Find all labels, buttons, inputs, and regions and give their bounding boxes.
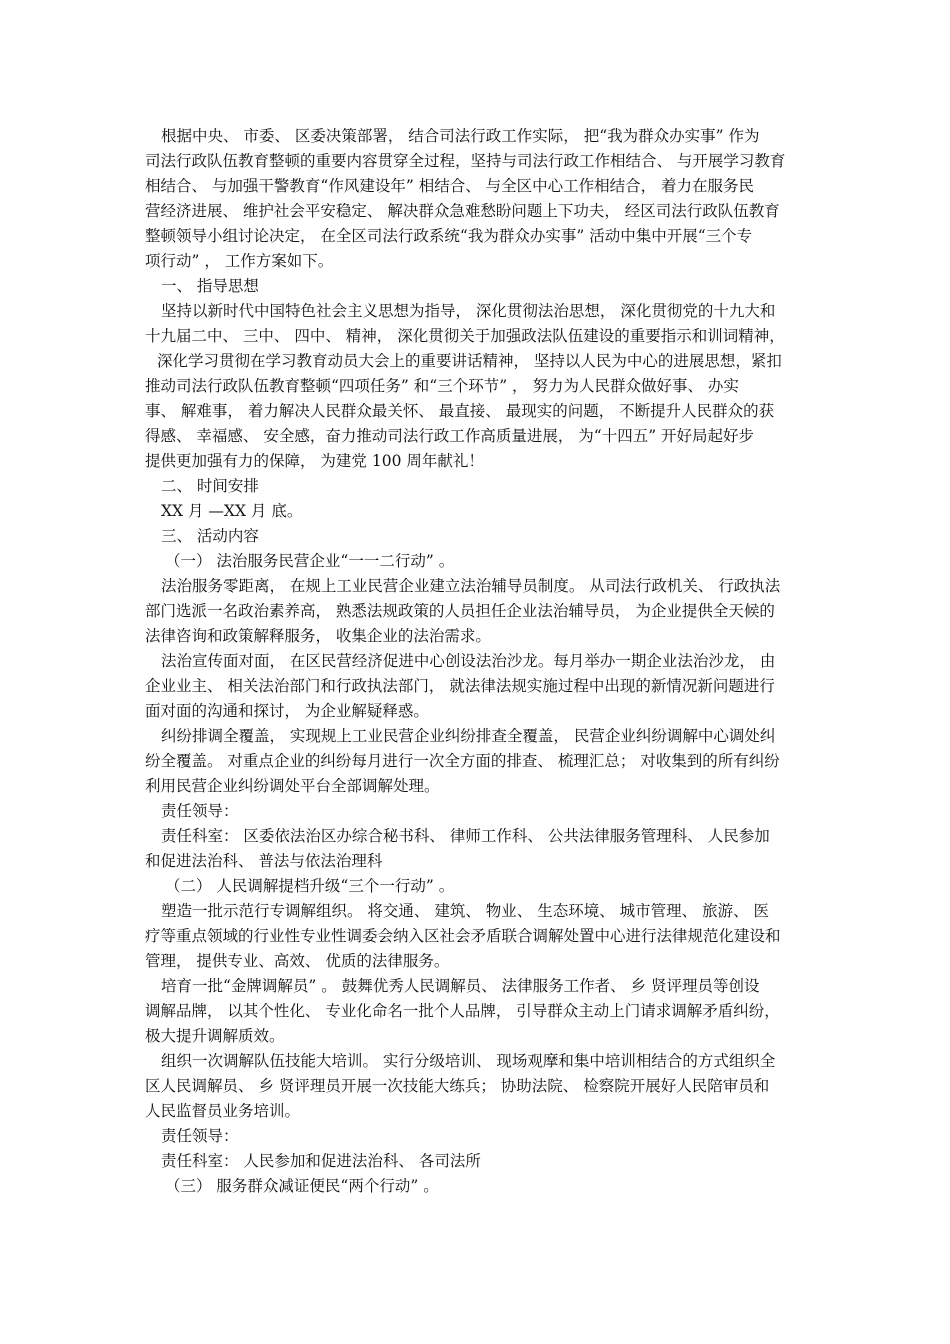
text-line: 相结合、 与加强干警教育“作风建设年” 相结合、 与全区中心工作相结合， 着力在服务民: [145, 177, 755, 195]
text-line: 司法行政队伍教育整顿的重要内容贯穿全过程，坚持与司法行政工作相结合、 与开展学习教育: [145, 152, 786, 170]
text-line: 人民监督员业务培训。: [145, 1102, 301, 1120]
text-line: 面对面的沟通和探讨， 为企业解疑释惑。: [145, 702, 429, 720]
section-heading: 一、 指导思想: [161, 277, 259, 295]
text-line: 区人民调解员、 乡 贤评理员开展一次技能大练兵； 协助法院、 检察院开展好人民陪审员和: [145, 1077, 770, 1095]
text-line: 责任科室： 区委依法治区办综合秘书科、 律师工作科、 公共法律服务管理科、 人民参加: [161, 827, 770, 845]
text-line: 十九届二中、 三中、 四中、 精神， 深化贯彻关于加强政法队伍建设的重要指示和训词精神，: [145, 327, 785, 345]
document-body: [145, 124, 811, 1199]
text-line: 企业业主、 相关法治部门和行政执法部门， 就法律法规实施过程中出现的新情况新问题进行: [145, 677, 775, 695]
text-line: 纠纷排调全覆盖， 实现规上工业民营企业纠纷排查全覆盖， 民营企业纠纷调解中心调处纠: [161, 727, 776, 745]
text-line: 坚持以新时代中国特色社会主义思想为指导， 深化贯彻法治思想， 深化贯彻党的十九大和: [161, 302, 776, 320]
text-line: 塑造一批示范行专调解组织。 将交通、 建筑、 物业、 生态环境、 城市管理、 旅游、 医: [161, 902, 769, 920]
text-line: 法律咨询和政策解释服务， 收集企业的法治需求。: [145, 627, 491, 645]
text-line: 组织一次调解队伍技能大培训。 实行分级培训、 现场观摩和集中培训相结合的方式组织全: [161, 1052, 776, 1070]
text-line: 根据中央、 市委、 区委决策部署， 结合司法行政工作实际， 把“我为群众办实事” 作为: [161, 127, 760, 145]
text-line: XX 月 —XX 月 底。: [161, 502, 303, 520]
text-line: 部门选派一名政治素养高， 熟悉法规政策的人员担任企业法治辅导员， 为企业提供全天候的: [145, 602, 775, 620]
text-line: 深化学习贯彻在学习教育动员大会上的重要讲话精神， 坚持以人民为中心的进展思想，紧扣: [157, 352, 782, 370]
text-line: 责任领导：: [161, 802, 239, 820]
section-heading: 二、 时间安排: [161, 477, 259, 495]
text-line: 利用民营企业纠纷调处平台全部调解处理。: [145, 777, 440, 795]
text-line: 管理， 提供专业、高效、 优质的法律服务。: [145, 952, 450, 970]
text-line: 责任领导：: [161, 1127, 239, 1145]
text-line: 营经济进展、 维护社会平安稳定、 解决群众急难愁盼问题上下功夫， 经区司法行政队伍教育: [145, 202, 780, 220]
subsection-heading: （一） 法治服务民营企业“一一二行动” 。: [165, 552, 455, 570]
text-line: 整顿领导小组讨论决定， 在全区司法行政系统“我为群众办实事” 活动中集中开展“三个专: [145, 227, 753, 245]
text-line: 纷全覆盖。 对重点企业的纠纷每月进行一次全方面的排查、 梳理汇总； 对收集到的所有纠纷: [145, 752, 780, 770]
text-line: 极大提升调解质效。: [145, 1027, 285, 1045]
subsection-heading: （三） 服务群众减证便民“两个行动” 。: [165, 1177, 439, 1195]
text-line: 得感、 幸福感、 安全感，奋力推动司法行政工作高质量进展， 为“十四五” 开好局起好步: [145, 427, 755, 445]
text-line: 调解品牌， 以其个性化、 专业化命名一批个人品牌， 引导群众主动上门请求调解矛盾纠纷，: [145, 1002, 780, 1020]
text-line: 项行动” ， 工作方案如下。: [145, 252, 334, 270]
text-line: 和促进法治科、 普法与依法治理科: [145, 852, 383, 870]
text-line: 提供更加强有力的保障， 为建党 100 周年献礼！: [145, 452, 484, 470]
text-line: 推动司法行政队伍教育整顿“四项任务” 和“三个环节” ， 努力为人民群众做好事、 办实: [145, 377, 739, 395]
text-line: 法治宣传面对面， 在区民营经济促进中心创设法治沙龙。每月举办一期企业法治沙龙， 由: [161, 652, 776, 670]
text-line: 疗等重点领域的行业性专业性调委会纳入区社会矛盾联合调解处置中心进行法律规范化建设和: [145, 927, 781, 945]
text-line: 责任科室： 人民参加和促进法治科、 各司法所: [161, 1152, 481, 1170]
subsection-heading: （二） 人民调解提档升级“三个一行动” 。: [165, 877, 455, 895]
text-line: 事、 解难事， 着力解决人民群众最关怀、 最直接、 最现实的问题， 不断提升人民群众的获: [145, 402, 775, 420]
text-line: 培育一批“金牌调解员” 。 鼓舞优秀人民调解员、 法律服务工作者、 乡 贤评理员等创设: [161, 977, 760, 995]
section-heading: 三、 活动内容: [161, 527, 259, 545]
text-line: 法治服务零距离， 在规上工业民营企业建立法治辅导员制度。 从司法行政机关、 行政执法: [161, 577, 781, 595]
